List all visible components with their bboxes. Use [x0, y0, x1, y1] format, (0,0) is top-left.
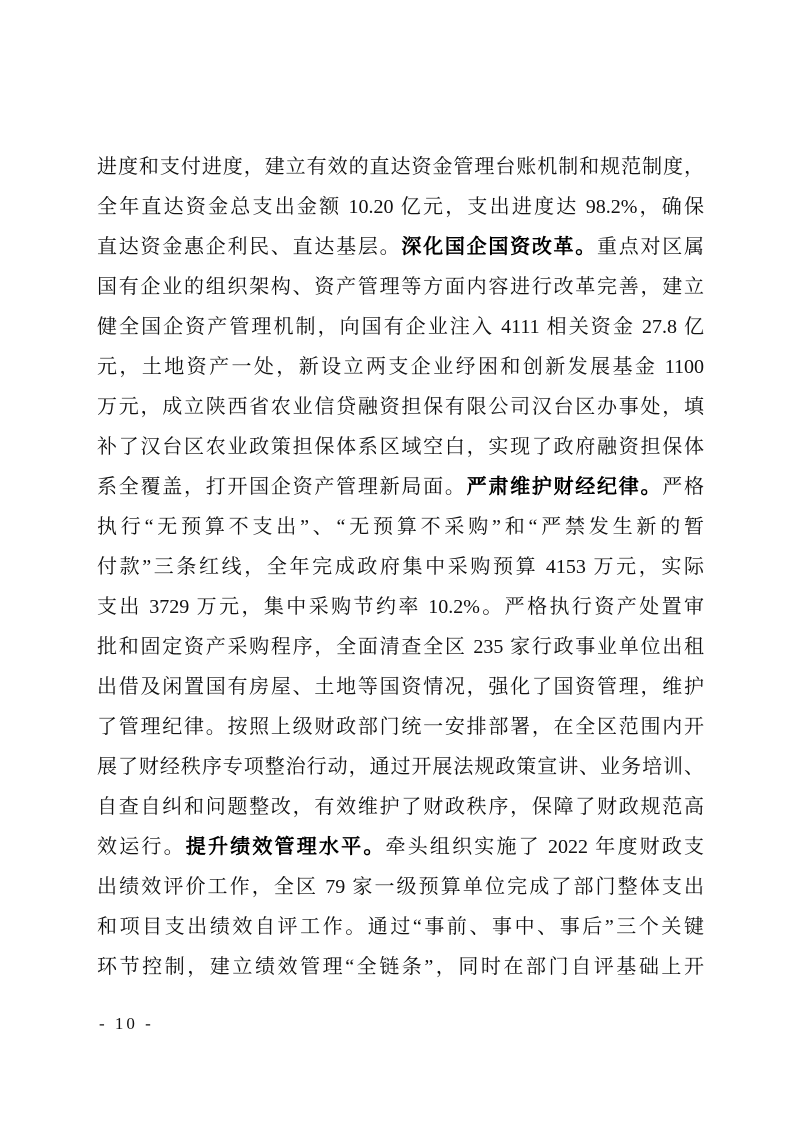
- page-number: - 10 -: [99, 1014, 154, 1033]
- text-line: [97, 427, 704, 467]
- bold-heading-run: 严肃维护财经纪律。: [466, 476, 663, 498]
- text-line: [97, 667, 704, 707]
- text-line: [97, 227, 704, 267]
- text-line: [97, 187, 704, 227]
- text-run: 出绩效评价工作，全区 79 家一级预算单位完成了部门整体支出: [97, 876, 704, 898]
- text-run: 健全国企资产管理机制，向国有企业注入 4111 相关资金 27.8 亿: [97, 316, 704, 338]
- text-run: 出借及闲置国有房屋、土地等国资情况，强化了国资管理，维护: [97, 676, 704, 698]
- text-line: [97, 387, 704, 427]
- text-line: [97, 947, 704, 987]
- text-line: [97, 907, 704, 947]
- text-line: [97, 147, 704, 187]
- text-run: 效运行。: [97, 836, 186, 858]
- text-line: [97, 707, 704, 747]
- text-line: [97, 507, 704, 547]
- paragraph-body: [97, 147, 704, 987]
- text-run: 严格: [662, 476, 704, 498]
- text-run: 直达资金惠企利民、直达基层。: [97, 236, 402, 258]
- text-line: [97, 267, 704, 307]
- text-run: 付款”三条红线，全年完成政府集中采购预算 4153 万元，实际: [97, 556, 704, 578]
- text-line: [97, 307, 704, 347]
- text-line: [97, 627, 704, 667]
- text-run: 元，土地资产一处，新设立两支企业纾困和创新发展基金 1100: [97, 356, 704, 378]
- text-line: [97, 867, 704, 907]
- bold-heading-run: 提升绩效管理水平。: [185, 836, 386, 858]
- text-run: 万元，成立陕西省农业信贷融资担保有限公司汉台区办事处，填: [97, 396, 704, 418]
- text-run: 系全覆盖，打开国企资产管理新局面。: [97, 476, 467, 498]
- text-line: [97, 787, 704, 827]
- text-run: 全年直达资金总支出金额 10.20 亿元，支出进度达 98.2%，确保: [97, 196, 704, 218]
- bold-heading-run: 深化国企国资改革。: [401, 236, 598, 258]
- text-run: 自查自纠和问题整改，有效维护了财政秩序，保障了财政规范高: [97, 796, 704, 818]
- text-line: [97, 347, 704, 387]
- text-line: [97, 827, 704, 867]
- text-run: 支出 3729 万元，集中采购节约率 10.2%。严格执行资产处置审: [97, 596, 704, 618]
- text-run: 牵头组织实施了 2022 年度财政支: [385, 836, 704, 858]
- text-line: [97, 747, 704, 787]
- text-run: 进度和支付进度，建立有效的直达资金管理台账机制和规范制度，: [97, 156, 704, 178]
- text-run: 执行“无预算不支出”、“无预算不采购”和“严禁发生新的暂: [97, 516, 704, 538]
- text-line: [97, 467, 704, 507]
- text-run: 了管理纪律。按照上级财政部门统一安排部署，在全区范围内开: [97, 716, 704, 738]
- text-run: 重点对区属: [597, 236, 704, 258]
- text-run: 展了财经秩序专项整治行动，通过开展法规政策宣讲、业务培训、: [97, 756, 704, 778]
- text-run: 和项目支出绩效自评工作。通过“事前、事中、事后”三个关键: [97, 916, 704, 938]
- text-run: 环节控制，建立绩效管理“全链条”，同时在部门自评基础上开: [97, 956, 704, 978]
- text-line: [97, 587, 704, 627]
- text-run: 国有企业的组织架构、资产管理等方面内容进行改革完善，建立: [97, 276, 704, 298]
- text-line: [97, 547, 704, 587]
- text-run: 补了汉台区农业政策担保体系区域空白，实现了政府融资担保体: [97, 436, 704, 458]
- text-run: 批和固定资产采购程序，全面清查全区 235 家行政事业单位出租: [97, 636, 704, 658]
